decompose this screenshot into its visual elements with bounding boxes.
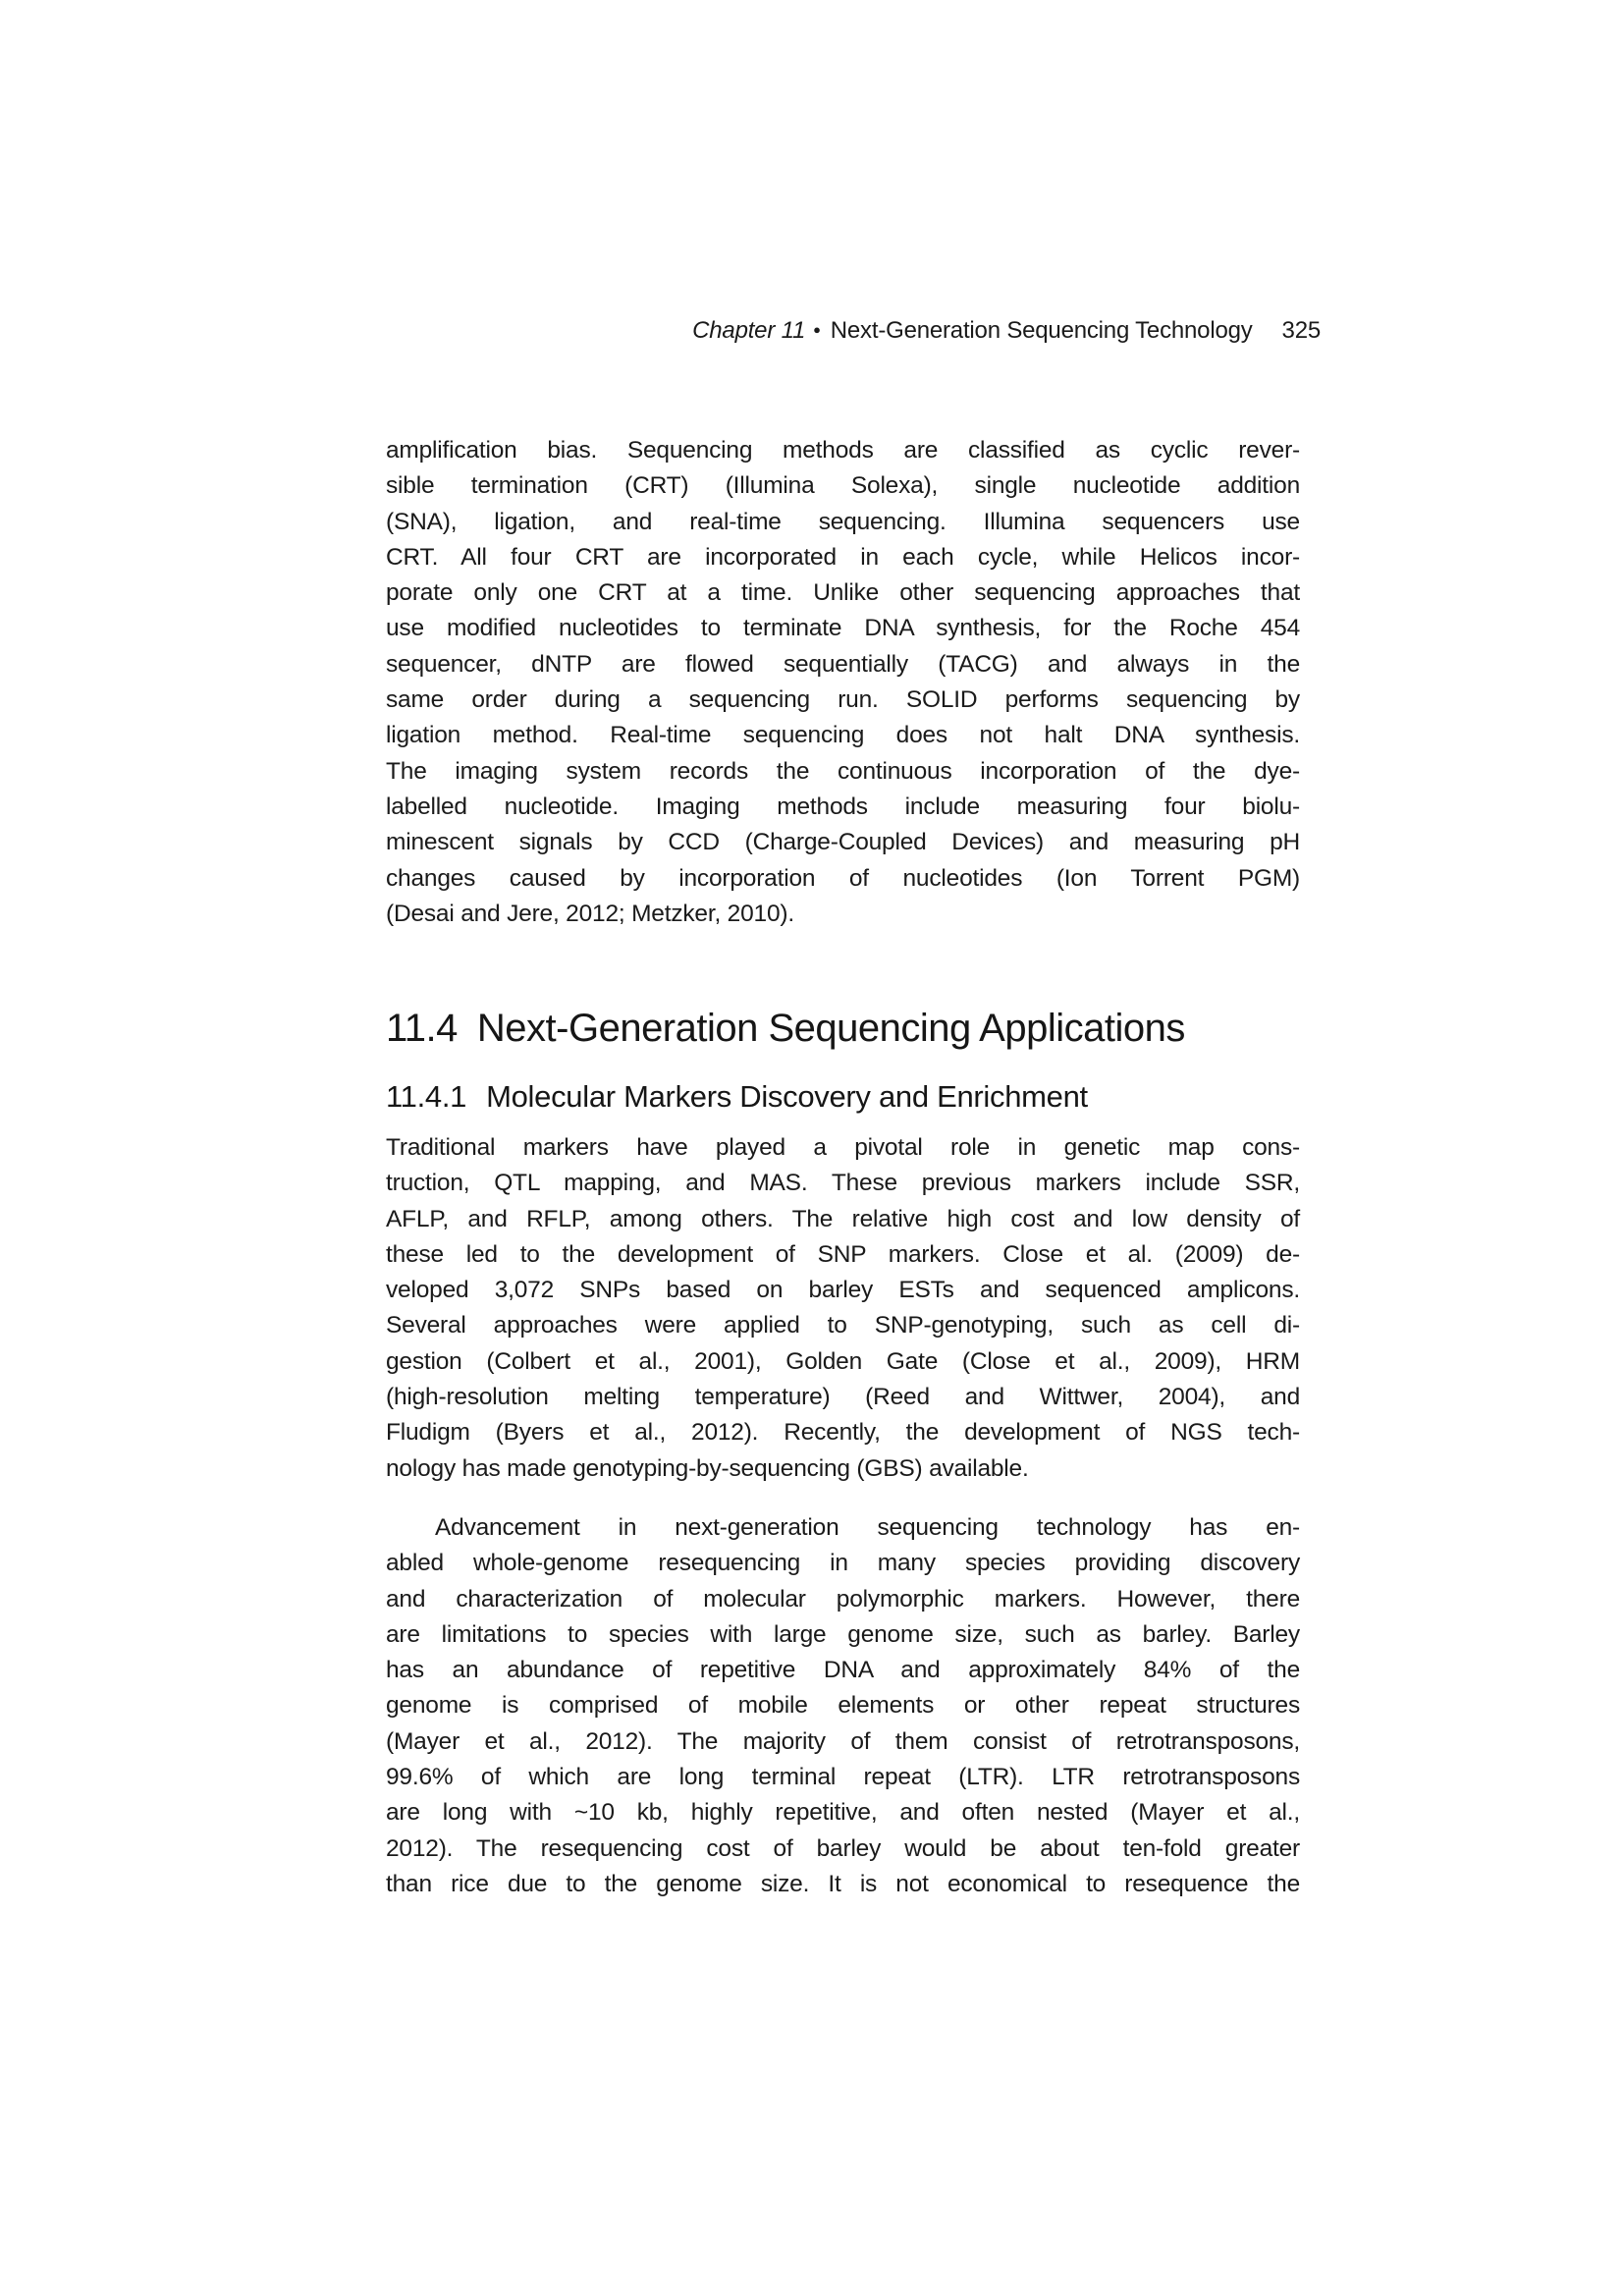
text-line: Advancement in next-generation sequencing technology has en- (435, 1514, 1300, 1541)
page-number: 325 (1281, 317, 1321, 344)
text-line: (SNA), ligation, and real-time sequencing. Illumina sequencers use (386, 508, 1300, 535)
section-title: Next-Generation Sequencing Applications (476, 1007, 1185, 1050)
paragraph-intro (386, 433, 1300, 932)
paragraph-markers (386, 1130, 1300, 1487)
text-line: The imaging system records the continuous incorporation of the dye- (386, 757, 1300, 785)
text-line: CRT. All four CRT are incorporated in each cycle, while Helicos incor- (386, 543, 1300, 571)
text-line: has an abundance of repetitive DNA and approximately 84% of the (386, 1657, 1300, 1684)
text-line: abled whole-genome resequencing in many species providing discovery (386, 1550, 1300, 1577)
text-line: AFLP, and RFLP, among others. The relative high cost and low density of (386, 1205, 1300, 1232)
subsection-title: Molecular Markers Discovery and Enrichment (486, 1079, 1088, 1114)
running-header (386, 316, 1321, 349)
text-line: and characterization of molecular polymorphic markers. However, there (386, 1585, 1300, 1613)
text-line: changes caused by incorporation of nucleotides (Ion Torrent PGM) (386, 864, 1300, 892)
chapter-title: Next-Generation Sequencing Technology (830, 317, 1253, 344)
text-line: gestion (Colbert et al., 2001), Golden Gate (Close et al., 2009), HRM (386, 1347, 1300, 1375)
text-line: are long with ~10 kb, highly repetitive, and often nested (Mayer et al., (386, 1799, 1300, 1827)
text-line: labelled nucleotide. Imaging methods include measuring four biolu- (386, 793, 1300, 820)
text-line: are limitations to species with large genome size, such as barley. Barley (386, 1620, 1300, 1648)
text-line: these led to the development of SNP markers. Close et al. (2009) de- (386, 1240, 1300, 1268)
text-line: Several approaches were applied to SNP-genotyping, such as cell di- (386, 1312, 1300, 1339)
chapter-label: Chapter 11 (692, 317, 806, 344)
text-line: minescent signals by CCD (Charge-Coupled Devices) and measuring pH (386, 829, 1300, 856)
text-line: 2012). The resequencing cost of barley would be about ten-fold greater (386, 1834, 1300, 1862)
text-line: truction, QTL mapping, and MAS. These previous markers include SSR, (386, 1170, 1300, 1197)
text-line: Traditional markers have played a pivotal role in genetic map cons- (386, 1134, 1300, 1161)
text-line: porate only one CRT at a time. Unlike other sequencing approaches that (386, 579, 1300, 607)
section-heading (386, 1006, 1328, 1051)
text-line: use modified nucleotides to terminate DNA synthesis, for the Roche 454 (386, 615, 1300, 642)
bullet-separator-icon: ● (813, 322, 821, 337)
text-line: sequencer, dNTP are flowed sequentially (TACG) and always in the (386, 650, 1300, 678)
text-line: 99.6% of which are long terminal repeat (LTR). LTR retrotransposons (386, 1764, 1300, 1791)
text-line: veloped 3,072 SNPs based on barley ESTs and sequenced amplicons. (386, 1277, 1300, 1304)
subsection-heading (386, 1078, 1328, 1116)
section-number: 11.4 (386, 1007, 458, 1050)
text-line: same order during a sequencing run. SOLID performs sequencing by (386, 686, 1300, 714)
text-line: (Mayer et al., 2012). The majority of them consist of retrotransposons, (386, 1727, 1300, 1755)
text-line: nology has made genotyping-by-sequencing (GBS) available. (386, 1454, 1029, 1482)
subsection-number: 11.4.1 (386, 1079, 467, 1114)
text-line: than rice due to the genome size. It is not economical to resequence the (386, 1870, 1300, 1897)
text-line: amplification bias. Sequencing methods are classified as cyclic rever- (386, 437, 1300, 464)
text-line: Fludigm (Byers et al., 2012). Recently, the development of NGS tech- (386, 1419, 1300, 1447)
text-line: (Desai and Jere, 2012; Metzker, 2010). (386, 900, 794, 927)
text-line: sible termination (CRT) (Illumina Solexa), single nucleotide addition (386, 472, 1300, 500)
text-line: (high-resolution melting temperature) (Reed and Wittwer, 2004), and (386, 1384, 1300, 1411)
text-line: genome is comprised of mobile elements or other repeat structures (386, 1692, 1300, 1720)
text-line: ligation method. Real-time sequencing does not halt DNA synthesis. (386, 722, 1300, 749)
paragraph-advancement (386, 1510, 1300, 1902)
